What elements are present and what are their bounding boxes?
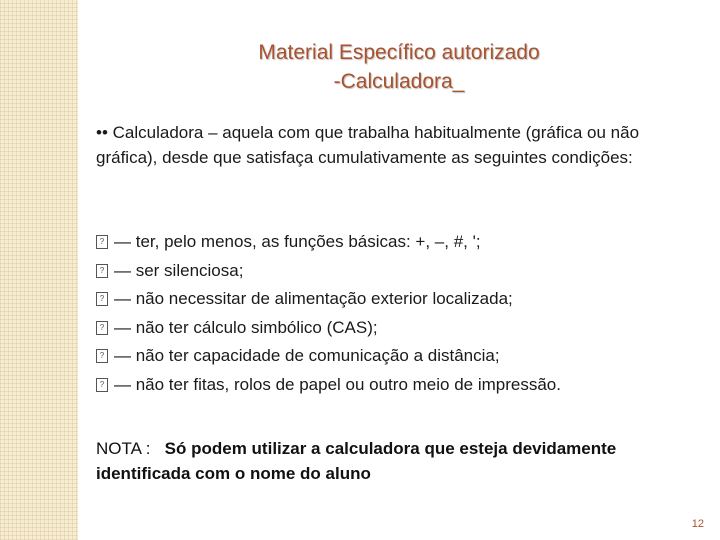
missing-glyph-box-icon: ? (96, 378, 108, 392)
condition-text: — não ter capacidade de comunicação a distância; (114, 346, 500, 366)
condition-text: — ter, pelo menos, as funções básicas: +, –, #, '; (114, 232, 481, 252)
intro-paragraph: •• Calculadora – aquela com que trabalha habitualmente (gráfica ou não gráfica), desde que satisfaça cumulativamente as seguintes condições: (96, 123, 640, 167)
condition-item (96, 285, 716, 314)
missing-glyph-box-icon: ? (96, 292, 108, 306)
condition-text: — não ter fitas, rolos de papel ou outro meio de impressão. (114, 374, 561, 394)
missing-glyph-box-icon: ? (96, 349, 108, 363)
conditions-list (96, 228, 716, 399)
condition-item (96, 342, 716, 371)
condition-text: — ser silenciosa; (114, 260, 244, 280)
slide-panel (78, 0, 720, 540)
missing-glyph-box-icon: ? (96, 264, 108, 278)
decorative-side-strip (0, 0, 78, 540)
note-text: Só podem utilizar a calculadora que esteja devidamente identificada com o nome do aluno (96, 439, 617, 483)
condition-text: — não necessitar de alimentação exterior localizada; (114, 289, 513, 309)
page-number: 12 (691, 518, 704, 530)
missing-glyph-box-icon: ? (96, 235, 108, 249)
condition-item (96, 314, 716, 343)
note-label: NOTA : (96, 439, 151, 458)
note-paragraph (96, 436, 714, 486)
condition-item (96, 371, 716, 400)
condition-item (96, 257, 716, 286)
title-line-2: -Calculadora_ (333, 70, 465, 93)
title-line-1: Material Específico autorizado (258, 41, 540, 64)
slide-title (78, 38, 720, 96)
condition-item (96, 228, 716, 257)
missing-glyph-box-icon: ? (96, 321, 108, 335)
condition-text: — não ter cálculo simbólico (CAS); (114, 317, 378, 337)
